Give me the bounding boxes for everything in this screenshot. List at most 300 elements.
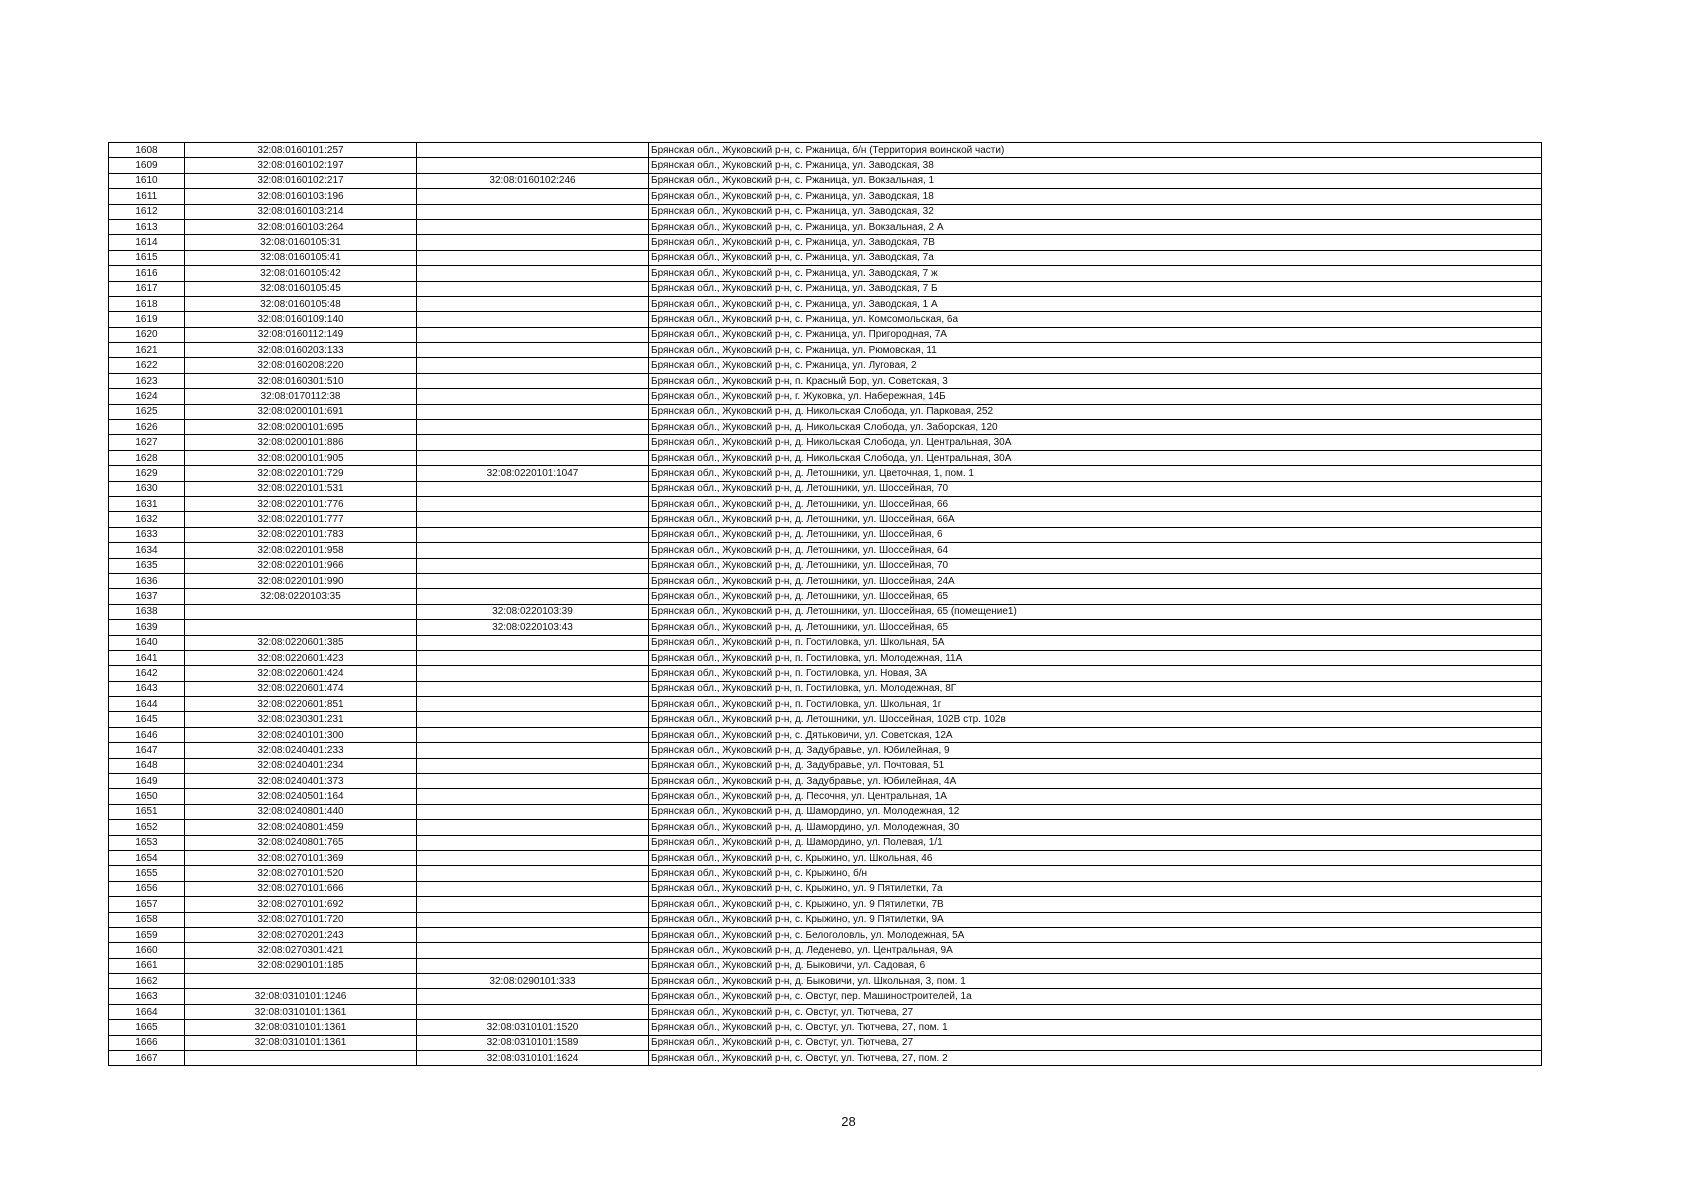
row-number-cell: 1614 [109, 235, 185, 250]
row-number-cell: 1623 [109, 373, 185, 388]
cadastral-number-cell: 32:08:0240801:765 [185, 835, 417, 850]
address-cell: Брянская обл., Жуковский р-н, п. Гостиловка, ул. Школьная, 1г [649, 697, 1542, 712]
address-cell: Брянская обл., Жуковский р-н, д. Летошники, ул. Шоссейная, 102В стр. 102в [649, 712, 1542, 727]
cadastral-number-cell: 32:08:0270301:421 [185, 943, 417, 958]
premises-cadastral-number-cell [417, 404, 649, 419]
row-number-cell: 1640 [109, 635, 185, 650]
cadastral-number-cell: 32:08:0160103:264 [185, 219, 417, 234]
table-row [109, 943, 1542, 958]
cadastral-number-cell: 32:08:0240501:164 [185, 789, 417, 804]
premises-cadastral-number-cell [417, 850, 649, 865]
table-row [109, 296, 1542, 311]
row-number-cell: 1632 [109, 512, 185, 527]
row-number-cell: 1619 [109, 312, 185, 327]
row-number-cell: 1653 [109, 835, 185, 850]
row-number-cell: 1652 [109, 820, 185, 835]
cadastral-number-cell: 32:08:0220101:783 [185, 527, 417, 542]
premises-cadastral-number-cell [417, 989, 649, 1004]
table-row [109, 820, 1542, 835]
address-cell: Брянская обл., Жуковский р-н, д. Никольская Слобода, ул. Центральная, 30А [649, 435, 1542, 450]
address-cell: Брянская обл., Жуковский р-н, с. Ржаница, ул. Заводская, 7 ж [649, 266, 1542, 281]
property-table-body [109, 143, 1542, 1066]
address-cell: Брянская обл., Жуковский р-н, п. Гостиловка, ул. Молодежная, 8Г [649, 681, 1542, 696]
premises-cadastral-number-cell [417, 958, 649, 973]
cadastral-number-cell: 32:08:0220601:424 [185, 666, 417, 681]
cadastral-number-cell: 32:08:0160105:31 [185, 235, 417, 250]
cadastral-number-cell: 32:08:0200101:691 [185, 404, 417, 419]
table-row [109, 958, 1542, 973]
address-cell: Брянская обл., Жуковский р-н, с. Ржаница, ул. Луговая, 2 [649, 358, 1542, 373]
cadastral-number-cell: 32:08:0220101:958 [185, 543, 417, 558]
table-row [109, 1020, 1542, 1035]
row-number-cell: 1617 [109, 281, 185, 296]
cadastral-number-cell: 32:08:0220103:35 [185, 589, 417, 604]
cadastral-number-cell: 32:08:0220601:851 [185, 697, 417, 712]
table-row [109, 635, 1542, 650]
address-cell: Брянская обл., Жуковский р-н, д. Никольская Слобода, ул. Центральная, 30А [649, 450, 1542, 465]
cadastral-number-cell: 32:08:0270101:720 [185, 912, 417, 927]
address-cell: Брянская обл., Жуковский р-н, д. Никольская Слобода, ул. Заборская, 120 [649, 420, 1542, 435]
cadastral-number-cell: 32:08:0270101:520 [185, 866, 417, 881]
table-row [109, 312, 1542, 327]
row-number-cell: 1644 [109, 697, 185, 712]
premises-cadastral-number-cell [417, 589, 649, 604]
cadastral-number-cell: 32:08:0160101:257 [185, 143, 417, 158]
row-number-cell: 1663 [109, 989, 185, 1004]
cadastral-number-cell: 32:08:0310101:1361 [185, 1004, 417, 1019]
table-row [109, 927, 1542, 942]
table-row [109, 850, 1542, 865]
table-row [109, 650, 1542, 665]
row-number-cell: 1649 [109, 774, 185, 789]
address-cell: Брянская обл., Жуковский р-н, д. Шамордино, ул. Полевая, 1/1 [649, 835, 1542, 850]
cadastral-number-cell: 32:08:0160105:42 [185, 266, 417, 281]
table-row [109, 496, 1542, 511]
address-cell: Брянская обл., Жуковский р-н, д. Летошники, ул. Шоссейная, 24А [649, 573, 1542, 588]
premises-cadastral-number-cell: 32:08:0160102:246 [417, 173, 649, 188]
row-number-cell: 1621 [109, 343, 185, 358]
cadastral-number-cell: 32:08:0170112:38 [185, 389, 417, 404]
cadastral-number-cell: 32:08:0160103:214 [185, 204, 417, 219]
address-cell: Брянская обл., Жуковский р-н, с. Крыжино, ул. 9 Пятилетки, 9А [649, 912, 1542, 927]
table-row [109, 327, 1542, 342]
table-row [109, 881, 1542, 896]
address-cell: Брянская обл., Жуковский р-н, д. Шамордино, ул. Молодежная, 30 [649, 820, 1542, 835]
row-number-cell: 1645 [109, 712, 185, 727]
address-cell: Брянская обл., Жуковский р-н, с. Ржаница, ул. Пригородная, 7А [649, 327, 1542, 342]
address-cell: Брянская обл., Жуковский р-н, п. Гостиловка, ул. Новая, 3А [649, 666, 1542, 681]
table-row [109, 389, 1542, 404]
cadastral-number-cell: 32:08:0200101:886 [185, 435, 417, 450]
address-cell: Брянская обл., Жуковский р-н, д. Летошники, ул. Шоссейная, 65 [649, 589, 1542, 604]
cadastral-number-cell: 32:08:0160203:133 [185, 343, 417, 358]
premises-cadastral-number-cell [417, 927, 649, 942]
premises-cadastral-number-cell [417, 743, 649, 758]
address-cell: Брянская обл., Жуковский р-н, с. Крыжино, ул. 9 Пятилетки, 7В [649, 897, 1542, 912]
premises-cadastral-number-cell [417, 158, 649, 173]
premises-cadastral-number-cell [417, 650, 649, 665]
premises-cadastral-number-cell [417, 389, 649, 404]
address-cell: Брянская обл., Жуковский р-н, с. Овстуг, ул. Тютчева, 27 [649, 1035, 1542, 1050]
table-row [109, 1004, 1542, 1019]
cadastral-number-cell: 32:08:0270201:243 [185, 927, 417, 942]
cadastral-number-cell: 32:08:0160105:45 [185, 281, 417, 296]
premises-cadastral-number-cell [417, 143, 649, 158]
cadastral-number-cell: 32:08:0160102:217 [185, 173, 417, 188]
table-row [109, 1035, 1542, 1050]
row-number-cell: 1615 [109, 250, 185, 265]
table-row [109, 189, 1542, 204]
property-table [108, 142, 1542, 1066]
row-number-cell: 1667 [109, 1051, 185, 1066]
row-number-cell: 1611 [109, 189, 185, 204]
table-row [109, 204, 1542, 219]
premises-cadastral-number-cell [417, 496, 649, 511]
table-row [109, 527, 1542, 542]
premises-cadastral-number-cell: 32:08:0310101:1624 [417, 1051, 649, 1066]
row-number-cell: 1634 [109, 543, 185, 558]
premises-cadastral-number-cell [417, 343, 649, 358]
cadastral-number-cell: 32:08:0220101:990 [185, 573, 417, 588]
table-row [109, 681, 1542, 696]
address-cell: Брянская обл., Жуковский р-н, д. Летошники, ул. Шоссейная, 65 (помещение1) [649, 604, 1542, 619]
premises-cadastral-number-cell: 32:08:0220101:1047 [417, 466, 649, 481]
premises-cadastral-number-cell [417, 481, 649, 496]
address-cell: Брянская обл., Жуковский р-н, с. Ржаница, ул. Заводская, 1 А [649, 296, 1542, 311]
address-cell: Брянская обл., Жуковский р-н, с. Овстуг, ул. Тютчева, 27, пом. 1 [649, 1020, 1542, 1035]
row-number-cell: 1643 [109, 681, 185, 696]
address-cell: Брянская обл., Жуковский р-н, с. Ржаница, ул. Комсомольская, 6а [649, 312, 1542, 327]
cadastral-number-cell: 32:08:0160105:48 [185, 296, 417, 311]
address-cell: Брянская обл., Жуковский р-н, с. Крыжино, б/н [649, 866, 1542, 881]
address-cell: Брянская обл., Жуковский р-н, с. Овстуг, ул. Тютчева, 27 [649, 1004, 1542, 1019]
address-cell: Брянская обл., Жуковский р-н, д. Летошники, ул. Шоссейная, 70 [649, 558, 1542, 573]
address-cell: Брянская обл., Жуковский р-н, д. Летошники, ул. Шоссейная, 70 [649, 481, 1542, 496]
table-row [109, 697, 1542, 712]
address-cell: Брянская обл., Жуковский р-н, г. Жуковка, ул. Набережная, 14Б [649, 389, 1542, 404]
premises-cadastral-number-cell [417, 758, 649, 773]
cadastral-number-cell: 32:08:0240401:233 [185, 743, 417, 758]
address-cell: Брянская обл., Жуковский р-н, с. Ржаница, ул. Вокзальная, 2 А [649, 219, 1542, 234]
address-cell: Брянская обл., Жуковский р-н, д. Песочня, ул. Центральная, 1А [649, 789, 1542, 804]
premises-cadastral-number-cell [417, 881, 649, 896]
table-row [109, 558, 1542, 573]
cadastral-number-cell: 32:08:0310101:1246 [185, 989, 417, 1004]
premises-cadastral-number-cell [417, 573, 649, 588]
row-number-cell: 1625 [109, 404, 185, 419]
table-row [109, 420, 1542, 435]
address-cell: Брянская обл., Жуковский р-н, с. Белоголовль, ул. Молодежная, 5А [649, 927, 1542, 942]
cadastral-number-cell: 32:08:0160301:510 [185, 373, 417, 388]
address-cell: Брянская обл., Жуковский р-н, с. Овстуг, пер. Машиностроителей, 1а [649, 989, 1542, 1004]
row-number-cell: 1616 [109, 266, 185, 281]
premises-cadastral-number-cell [417, 219, 649, 234]
table-row [109, 173, 1542, 188]
address-cell: Брянская обл., Жуковский р-н, д. Летошники, ул. Цветочная, 1, пом. 1 [649, 466, 1542, 481]
cadastral-number-cell: 32:08:0310101:1361 [185, 1020, 417, 1035]
address-cell: Брянская обл., Жуковский р-н, с. Дятьковичи, ул. Советская, 12А [649, 727, 1542, 742]
table-row [109, 620, 1542, 635]
row-number-cell: 1629 [109, 466, 185, 481]
cadastral-number-cell [185, 1051, 417, 1066]
row-number-cell: 1613 [109, 219, 185, 234]
cadastral-number-cell: 32:08:0220101:729 [185, 466, 417, 481]
row-number-cell: 1641 [109, 650, 185, 665]
cadastral-number-cell [185, 620, 417, 635]
address-cell: Брянская обл., Жуковский р-н, д. Задубравье, ул. Почтовая, 51 [649, 758, 1542, 773]
table-row [109, 158, 1542, 173]
row-number-cell: 1666 [109, 1035, 185, 1050]
table-row [109, 804, 1542, 819]
premises-cadastral-number-cell [417, 327, 649, 342]
table-row [109, 727, 1542, 742]
row-number-cell: 1664 [109, 1004, 185, 1019]
premises-cadastral-number-cell [417, 420, 649, 435]
table-row [109, 281, 1542, 296]
row-number-cell: 1639 [109, 620, 185, 635]
premises-cadastral-number-cell [417, 897, 649, 912]
row-number-cell: 1638 [109, 604, 185, 619]
row-number-cell: 1622 [109, 358, 185, 373]
premises-cadastral-number-cell [417, 912, 649, 927]
table-row [109, 743, 1542, 758]
premises-cadastral-number-cell [417, 943, 649, 958]
cadastral-number-cell: 32:08:0220101:531 [185, 481, 417, 496]
table-row [109, 466, 1542, 481]
row-number-cell: 1658 [109, 912, 185, 927]
cadastral-number-cell: 32:08:0200101:695 [185, 420, 417, 435]
table-row [109, 866, 1542, 881]
premises-cadastral-number-cell [417, 312, 649, 327]
table-row [109, 404, 1542, 419]
cadastral-number-cell: 32:08:0160102:197 [185, 158, 417, 173]
cadastral-number-cell: 32:08:0220101:777 [185, 512, 417, 527]
cadastral-number-cell: 32:08:0220601:385 [185, 635, 417, 650]
address-cell: Брянская обл., Жуковский р-н, п. Гостиловка, ул. Молодежная, 11А [649, 650, 1542, 665]
row-number-cell: 1626 [109, 420, 185, 435]
table-row [109, 897, 1542, 912]
cadastral-number-cell: 32:08:0270101:369 [185, 850, 417, 865]
table-row [109, 250, 1542, 265]
row-number-cell: 1608 [109, 143, 185, 158]
address-cell: Брянская обл., Жуковский р-н, д. Летошники, ул. Шоссейная, 65 [649, 620, 1542, 635]
row-number-cell: 1637 [109, 589, 185, 604]
premises-cadastral-number-cell [417, 727, 649, 742]
table-row [109, 573, 1542, 588]
row-number-cell: 1662 [109, 974, 185, 989]
cadastral-number-cell: 32:08:0220101:966 [185, 558, 417, 573]
premises-cadastral-number-cell [417, 250, 649, 265]
address-cell: Брянская обл., Жуковский р-н, д. Летошники, ул. Шоссейная, 64 [649, 543, 1542, 558]
row-number-cell: 1612 [109, 204, 185, 219]
row-number-cell: 1657 [109, 897, 185, 912]
cadastral-number-cell [185, 974, 417, 989]
row-number-cell: 1610 [109, 173, 185, 188]
premises-cadastral-number-cell [417, 804, 649, 819]
address-cell: Брянская обл., Жуковский р-н, д. Шамордино, ул. Молодежная, 12 [649, 804, 1542, 819]
premises-cadastral-number-cell [417, 373, 649, 388]
row-number-cell: 1654 [109, 850, 185, 865]
address-cell: Брянская обл., Жуковский р-н, д. Задубравье, ул. Юбилейная, 9 [649, 743, 1542, 758]
row-number-cell: 1624 [109, 389, 185, 404]
row-number-cell: 1659 [109, 927, 185, 942]
table-row [109, 589, 1542, 604]
premises-cadastral-number-cell [417, 697, 649, 712]
address-cell: Брянская обл., Жуковский р-н, с. Крыжино, ул. 9 Пятилетки, 7а [649, 881, 1542, 896]
table-row [109, 481, 1542, 496]
address-cell: Брянская обл., Жуковский р-н, с. Крыжино, ул. Школьная, 46 [649, 850, 1542, 865]
row-number-cell: 1618 [109, 296, 185, 311]
address-cell: Брянская обл., Жуковский р-н, с. Ржаница, ул. Заводская, 7а [649, 250, 1542, 265]
premises-cadastral-number-cell [417, 189, 649, 204]
premises-cadastral-number-cell [417, 558, 649, 573]
premises-cadastral-number-cell [417, 450, 649, 465]
cadastral-number-cell: 32:08:0270101:692 [185, 897, 417, 912]
row-number-cell: 1628 [109, 450, 185, 465]
premises-cadastral-number-cell [417, 635, 649, 650]
premises-cadastral-number-cell [417, 789, 649, 804]
address-cell: Брянская обл., Жуковский р-н, с. Ржаница, ул. Заводская, 38 [649, 158, 1542, 173]
cadastral-number-cell: 32:08:0220101:776 [185, 496, 417, 511]
table-row [109, 343, 1542, 358]
cadastral-number-cell: 32:08:0160112:149 [185, 327, 417, 342]
cadastral-number-cell: 32:08:0290101:185 [185, 958, 417, 973]
table-row [109, 758, 1542, 773]
premises-cadastral-number-cell: 32:08:0310101:1520 [417, 1020, 649, 1035]
table-row [109, 266, 1542, 281]
row-number-cell: 1661 [109, 958, 185, 973]
address-cell: Брянская обл., Жуковский р-н, с. Овстуг, ул. Тютчева, 27, пом. 2 [649, 1051, 1542, 1066]
cadastral-number-cell: 32:08:0160103:196 [185, 189, 417, 204]
address-cell: Брянская обл., Жуковский р-н, д. Летошники, ул. Шоссейная, 66А [649, 512, 1542, 527]
premises-cadastral-number-cell [417, 296, 649, 311]
premises-cadastral-number-cell [417, 266, 649, 281]
table-row [109, 450, 1542, 465]
address-cell: Брянская обл., Жуковский р-н, п. Красный Бор, ул. Советская, 3 [649, 373, 1542, 388]
row-number-cell: 1620 [109, 327, 185, 342]
cadastral-number-cell: 32:08:0220601:423 [185, 650, 417, 665]
table-row [109, 373, 1542, 388]
table-row [109, 512, 1542, 527]
address-cell: Брянская обл., Жуковский р-н, д. Задубравье, ул. Юбилейная, 4А [649, 774, 1542, 789]
address-cell: Брянская обл., Жуковский р-н, д. Летошники, ул. Шоссейная, 66 [649, 496, 1542, 511]
address-cell: Брянская обл., Жуковский р-н, с. Ржаница, ул. Заводская, 7 Б [649, 281, 1542, 296]
table-row [109, 666, 1542, 681]
premises-cadastral-number-cell [417, 712, 649, 727]
table-row [109, 974, 1542, 989]
address-cell: Брянская обл., Жуковский р-н, д. Быковичи, ул. Школьная, 3, пом. 1 [649, 974, 1542, 989]
cadastral-number-cell: 32:08:0270101:666 [185, 881, 417, 896]
address-cell: Брянская обл., Жуковский р-н, д. Быковичи, ул. Садовая, 6 [649, 958, 1542, 973]
row-number-cell: 1660 [109, 943, 185, 958]
table-row [109, 604, 1542, 619]
address-cell: Брянская обл., Жуковский р-н, д. Леденево, ул. Центральная, 9А [649, 943, 1542, 958]
address-cell: Брянская обл., Жуковский р-н, с. Ржаница, ул. Вокзальная, 1 [649, 173, 1542, 188]
cadastral-number-cell [185, 604, 417, 619]
address-cell: Брянская обл., Жуковский р-н, д. Летошники, ул. Шоссейная, 6 [649, 527, 1542, 542]
address-cell: Брянская обл., Жуковский р-н, с. Ржаница, ул. Заводская, 7В [649, 235, 1542, 250]
row-number-cell: 1651 [109, 804, 185, 819]
table-row [109, 219, 1542, 234]
table-row [109, 543, 1542, 558]
page-number: 28 [841, 1114, 856, 1129]
cadastral-number-cell: 32:08:0240401:234 [185, 758, 417, 773]
table-row [109, 143, 1542, 158]
row-number-cell: 1627 [109, 435, 185, 450]
premises-cadastral-number-cell [417, 358, 649, 373]
cadastral-number-cell: 32:08:0220601:474 [185, 681, 417, 696]
premises-cadastral-number-cell [417, 774, 649, 789]
address-cell: Брянская обл., Жуковский р-н, п. Гостиловка, ул. Школьная, 5А [649, 635, 1542, 650]
premises-cadastral-number-cell [417, 820, 649, 835]
table-row [109, 912, 1542, 927]
cadastral-number-cell: 32:08:0160105:41 [185, 250, 417, 265]
cadastral-number-cell: 32:08:0160109:140 [185, 312, 417, 327]
row-number-cell: 1642 [109, 666, 185, 681]
row-number-cell: 1656 [109, 881, 185, 896]
table-row [109, 1051, 1542, 1066]
address-cell: Брянская обл., Жуковский р-н, д. Никольская Слобода, ул. Парковая, 252 [649, 404, 1542, 419]
table-row [109, 235, 1542, 250]
row-number-cell: 1655 [109, 866, 185, 881]
premises-cadastral-number-cell [417, 512, 649, 527]
premises-cadastral-number-cell [417, 681, 649, 696]
premises-cadastral-number-cell: 32:08:0220103:39 [417, 604, 649, 619]
cadastral-number-cell: 32:08:0240401:373 [185, 774, 417, 789]
premises-cadastral-number-cell: 32:08:0310101:1589 [417, 1035, 649, 1050]
address-cell: Брянская обл., Жуковский р-н, с. Ржаница, ул. Рюмовская, 11 [649, 343, 1542, 358]
cadastral-number-cell: 32:08:0160208:220 [185, 358, 417, 373]
premises-cadastral-number-cell [417, 235, 649, 250]
table-row [109, 835, 1542, 850]
address-cell: Брянская обл., Жуковский р-н, с. Ржаница, ул. Заводская, 18 [649, 189, 1542, 204]
row-number-cell: 1630 [109, 481, 185, 496]
premises-cadastral-number-cell [417, 666, 649, 681]
row-number-cell: 1631 [109, 496, 185, 511]
table-row [109, 712, 1542, 727]
address-cell: Брянская обл., Жуковский р-н, с. Ржаница, ул. Заводская, 32 [649, 204, 1542, 219]
premises-cadastral-number-cell [417, 543, 649, 558]
row-number-cell: 1633 [109, 527, 185, 542]
cadastral-number-cell: 32:08:0240801:440 [185, 804, 417, 819]
premises-cadastral-number-cell [417, 866, 649, 881]
cadastral-number-cell: 32:08:0240801:459 [185, 820, 417, 835]
premises-cadastral-number-cell [417, 435, 649, 450]
premises-cadastral-number-cell [417, 204, 649, 219]
table-row [109, 774, 1542, 789]
row-number-cell: 1647 [109, 743, 185, 758]
premises-cadastral-number-cell [417, 835, 649, 850]
cadastral-number-cell: 32:08:0240101:300 [185, 727, 417, 742]
cadastral-number-cell: 32:08:0310101:1361 [185, 1035, 417, 1050]
premises-cadastral-number-cell: 32:08:0290101:333 [417, 974, 649, 989]
table-row [109, 358, 1542, 373]
cadastral-number-cell: 32:08:0230301:231 [185, 712, 417, 727]
row-number-cell: 1609 [109, 158, 185, 173]
premises-cadastral-number-cell [417, 281, 649, 296]
row-number-cell: 1635 [109, 558, 185, 573]
row-number-cell: 1648 [109, 758, 185, 773]
row-number-cell: 1636 [109, 573, 185, 588]
row-number-cell: 1646 [109, 727, 185, 742]
address-cell: Брянская обл., Жуковский р-н, с. Ржаница, б/н (Территория воинской части) [649, 143, 1542, 158]
table-row [109, 989, 1542, 1004]
premises-cadastral-number-cell [417, 527, 649, 542]
table-row [109, 789, 1542, 804]
row-number-cell: 1650 [109, 789, 185, 804]
cadastral-number-cell: 32:08:0200101:905 [185, 450, 417, 465]
premises-cadastral-number-cell: 32:08:0220103:43 [417, 620, 649, 635]
